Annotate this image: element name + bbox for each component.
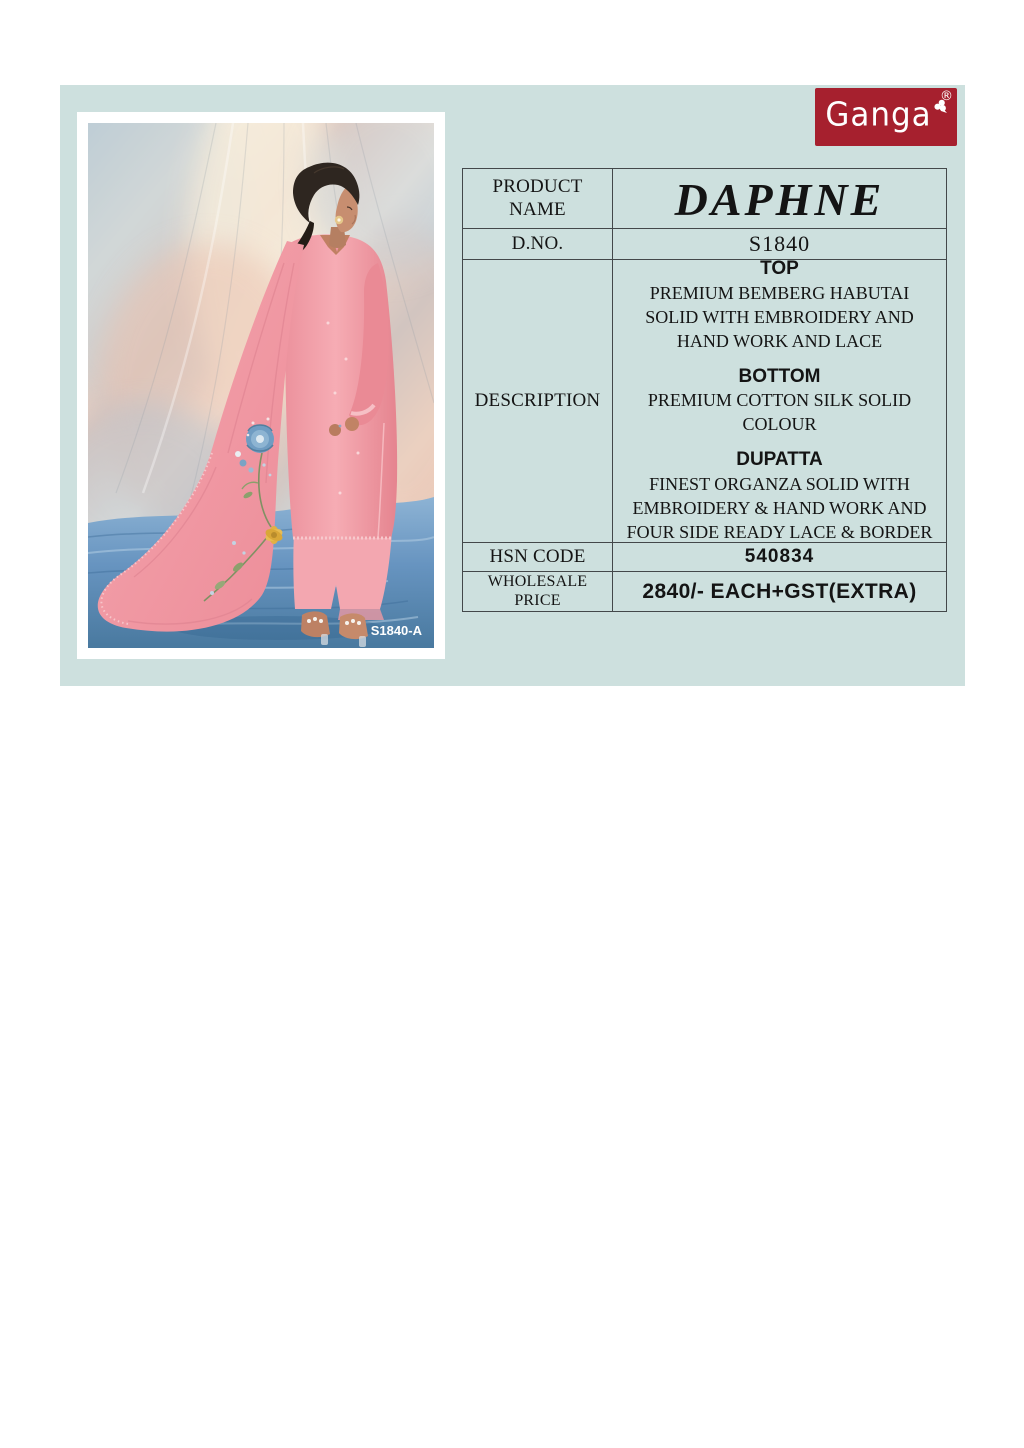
dupatta-body: FINEST ORGANZA SOLID WITH EMBROIDERY & HAND WORK AND FOUR SIDE READY LACE & BORDER [626, 473, 933, 542]
product-name-value: DAPHNE [674, 173, 885, 225]
description-top-section [645, 257, 914, 354]
description-bottom-section [648, 365, 911, 438]
bottom-heading: BOTTOM [738, 365, 821, 387]
design-number-label: D.NO. [463, 229, 613, 259]
design-number-value: S1840 [748, 231, 811, 256]
table-row-hsn-code [463, 543, 946, 572]
brand-name: Ganga [825, 96, 932, 134]
design-number-value-cell [613, 229, 946, 259]
model-photo [88, 123, 434, 648]
product-name-label: PRODUCT NAME [463, 169, 613, 228]
bottom-body: PREMIUM COTTON SILK SOLID COLOUR [647, 390, 912, 435]
description-label: DESCRIPTION [463, 260, 613, 542]
wholesale-price-value: 2840/- EACH+GST(EXTRA) [642, 579, 917, 603]
hsn-code-label: HSN CODE [463, 543, 613, 571]
top-body: PREMIUM BEMBERG HABUTAI SOLID WITH EMBROIDERY AND HAND WORK AND LACE [645, 282, 914, 351]
table-row-description [463, 260, 946, 543]
dupatta-heading: DUPATTA [736, 449, 823, 471]
top-heading: TOP [760, 258, 799, 280]
hsn-code-value-cell [613, 543, 946, 571]
wholesale-price-value-cell [613, 572, 946, 611]
description-dupatta-section [627, 448, 933, 545]
table-row-wholesale-price [463, 572, 946, 611]
model-photo-frame [77, 112, 445, 659]
product-name-value-cell [613, 169, 946, 228]
product-card [60, 85, 965, 686]
model-hand [345, 417, 359, 431]
spec-table [462, 168, 947, 612]
wholesale-price-label: WHOLESALE PRICE [463, 572, 613, 611]
table-row-design-number [463, 229, 946, 260]
description-value-cell [613, 260, 946, 542]
table-row-product-name [463, 169, 946, 229]
hsn-code-value: 540834 [744, 546, 815, 567]
registered-trademark: ® [940, 89, 953, 104]
brand-logo [815, 88, 957, 146]
photo-style-code: S1840-A [370, 623, 422, 638]
palazzo-pants [293, 531, 392, 609]
